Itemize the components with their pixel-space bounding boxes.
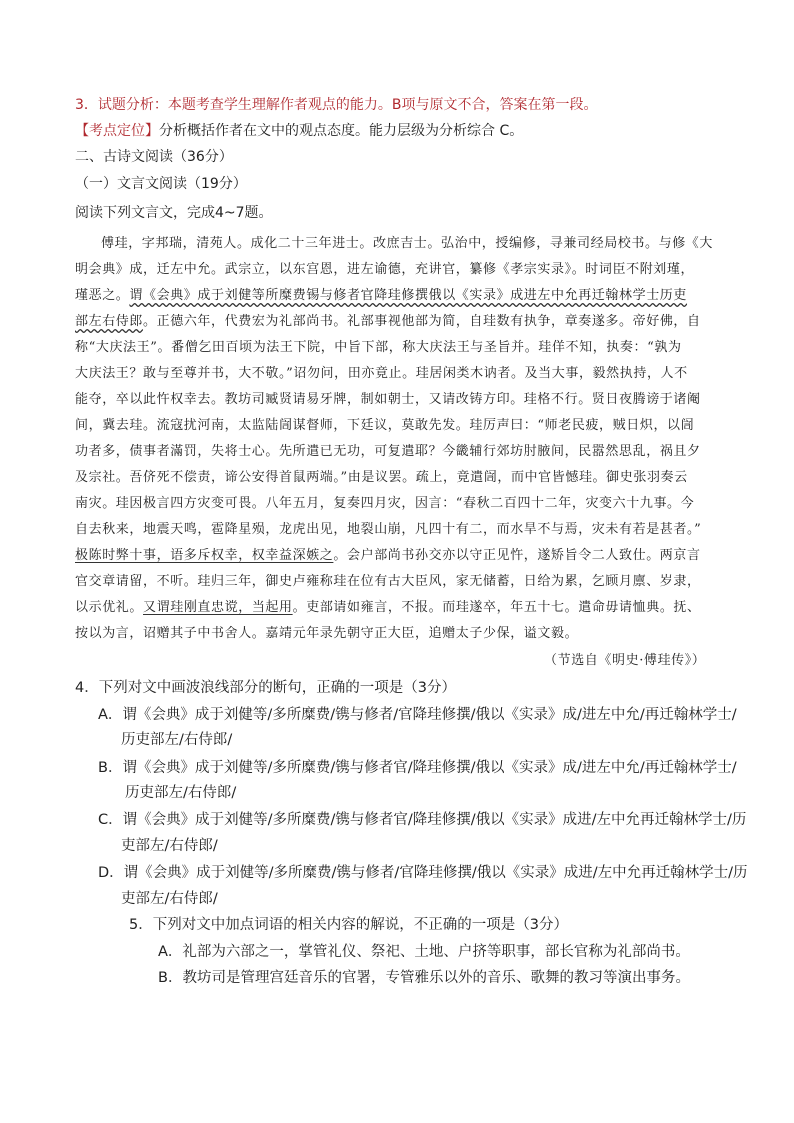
passage-line: 能夺，卒以此忤权幸去。教坊司臧贤请易牙牌，制如朝士，又请改铸方印。珪格不行。贤日夜腾谤于诸阉	[75, 392, 701, 407]
passage-line	[75, 598, 701, 618]
analysis-line-1: 3．试题分析：本题考查学生理解作者观点的能力。B项与原文不合，答案在第一段。	[75, 97, 598, 113]
section-subtitle: （一）文言文阅读（19分）	[75, 176, 247, 192]
passage-line: 官交章请留，不听。珪归三年，御史卢雍称珪在位有古大臣风，家无储蓄，日给为累，乞顾月廪、岁隶，	[75, 574, 701, 589]
passage-line	[75, 312, 701, 332]
reading-instruction: 阅读下列文言文，完成4~7题。	[75, 205, 273, 221]
passage-text: 。吏部请如雍言，不报。而珪遂卒，年五十七。遣命毋请恤典。抚、	[292, 600, 701, 615]
passage-line: 间，冀去珪。流寇扰河南，太监陆訚谋督师，下廷议，莫敢先发。珪厉声曰：“师老民疲，贼日炽，以訚	[75, 418, 695, 433]
exam-point-text: 分析概括作者在文中的观点态度。能力层级为分析综合 C。	[159, 123, 524, 139]
passage-line: 按以为言，诏赠其子中书舍人。嘉靖元年录先朝守正大臣，追赠太子少保，谥文毅。	[75, 626, 579, 641]
analysis-line-2	[75, 121, 523, 141]
section-title: 二、古诗文阅读（36分）	[75, 149, 233, 165]
passage-text: 。会户部尚书孙交亦以守正见忤，遂矫旨令二人致仕。两京言	[333, 548, 701, 563]
q4-option-a: A．谓《会典》成于刘健等/多所糜费/镌与修者/官降珪修撰/俄以《实录》成/进左中允/再迁翰林学士/	[98, 707, 737, 723]
passage-line	[75, 286, 687, 306]
passage-line: 及宗社。吾侪死不偿责，谛公安得首鼠两端。”由是议罢。疏上，竟遣訚，而中官皆憾珪。御史张羽奏云	[75, 470, 688, 485]
wavy-underlined-text: 谓《会典》成于刘健等所糜费锡与修者官降珪修撰俄以《实录》成进左中允再迁翰林学士历吏	[129, 288, 688, 303]
passage-line: 功者多，债事者滿罚，失将士心。先所遣已无功，可复遣耶？今畿辅行郊坊肘腋间，民嚣然思乱，祸且夕	[75, 444, 701, 459]
q4-option-c-cont: 吏部左/右侍郎/	[121, 838, 218, 854]
passage-line	[75, 546, 701, 566]
passage-line: 称“大庆法王”。番僧乞田百顷为法王下院，中旨下部，称大庆法王与圣旨并。珪佯不知，执奏：“孰为	[75, 340, 682, 355]
wavy-underlined-text: 部左右侍郎	[75, 314, 144, 329]
exam-point-tag: 【考点定位】	[75, 123, 159, 139]
passage-line: 傅珪，字邦瑞，清苑人。成化二十三年进士。改庶吉士。弘治中，授编修，寻兼司经局校书。与修《大	[101, 236, 714, 251]
passage-line: 南灾。珪因极言四方灾变可畏。八年五月，复奏四月灾，因言：“春秋二百四十二年，灾变六十九事。今	[75, 496, 695, 511]
q5-option-a: A．礼部为六部之一，掌管礼仪、祭祀、土地、户挤等职事，部长官称为礼部尚书。	[158, 944, 690, 960]
passage-line: 大庆法王？敢与至尊并书，大不敬。”诏勿问，田亦竟止。珪居闲类木讷者。及当大事，毅然执持，人不	[75, 366, 688, 381]
q4-option-d: D．谓《会典》成于刘健等/多所糜费/镌与修者/官降珪修撰/俄以《实录》成进/左中允再迁翰林学士/历	[98, 865, 748, 881]
q4-option-b: B．谓《会典》成于刘健等/多所糜费/镌与修者官/降珪修撰/俄以《实录》成/进左中允/再迁翰林学士/	[98, 760, 737, 776]
q4-option-c: C．谓《会典》成于刘健等/多所糜费/镌与修者官/降珪修撰/俄以《实录》成进/左中允再迁翰林学士/历	[98, 812, 747, 828]
q4-option-a-cont: 历吏部左/右侍郎/	[121, 732, 233, 748]
underlined-text: 又谓珪刚直忠谠，当起用	[143, 600, 293, 615]
q4-option-b-cont: 历吏部左/右侍郎/	[125, 785, 237, 801]
underlined-text: 极陈时弊十事，语多斥权幸，权幸益深嫉之	[75, 548, 334, 563]
passage-text: 瑾恶之。	[75, 288, 130, 303]
question-5-stem: 5．下列对文中加点词语的相关内容的解说，不正确的一项是（3分）	[129, 917, 568, 933]
passage-text: 以示优礼。	[75, 600, 144, 615]
q4-option-d-cont: 吏部左/右侍郎/	[121, 891, 218, 907]
question-4-stem: 4．下列对文中画波浪线部分的断句，正确的一项是（3分）	[75, 680, 456, 696]
passage-text: 。正德六年，代费宏为礼部尚书。礼部事视他部为简，自珪数有执争，章奏遂多。帝好佛，自	[143, 314, 701, 329]
passage-line: 明会典》成，迁左中允。武宗立，以东宫恩，进左谕德，充讲官，纂修《孝宗实录》。时词臣不附刘瑾，	[75, 262, 695, 277]
passage-source: （节选自《明史·傅珪传》）	[544, 653, 706, 668]
passage-line: 自去秋来，地震天鸣，雹降星殒，龙虎出见，地裂山崩，凡四十有二，而水旱不与焉，灾未有若是甚者。”	[75, 522, 702, 537]
q5-option-b: B．教坊司是管理宫廷音乐的官署，专管雅乐以外的音乐、歌舞的教习等演出事务。	[158, 970, 690, 986]
